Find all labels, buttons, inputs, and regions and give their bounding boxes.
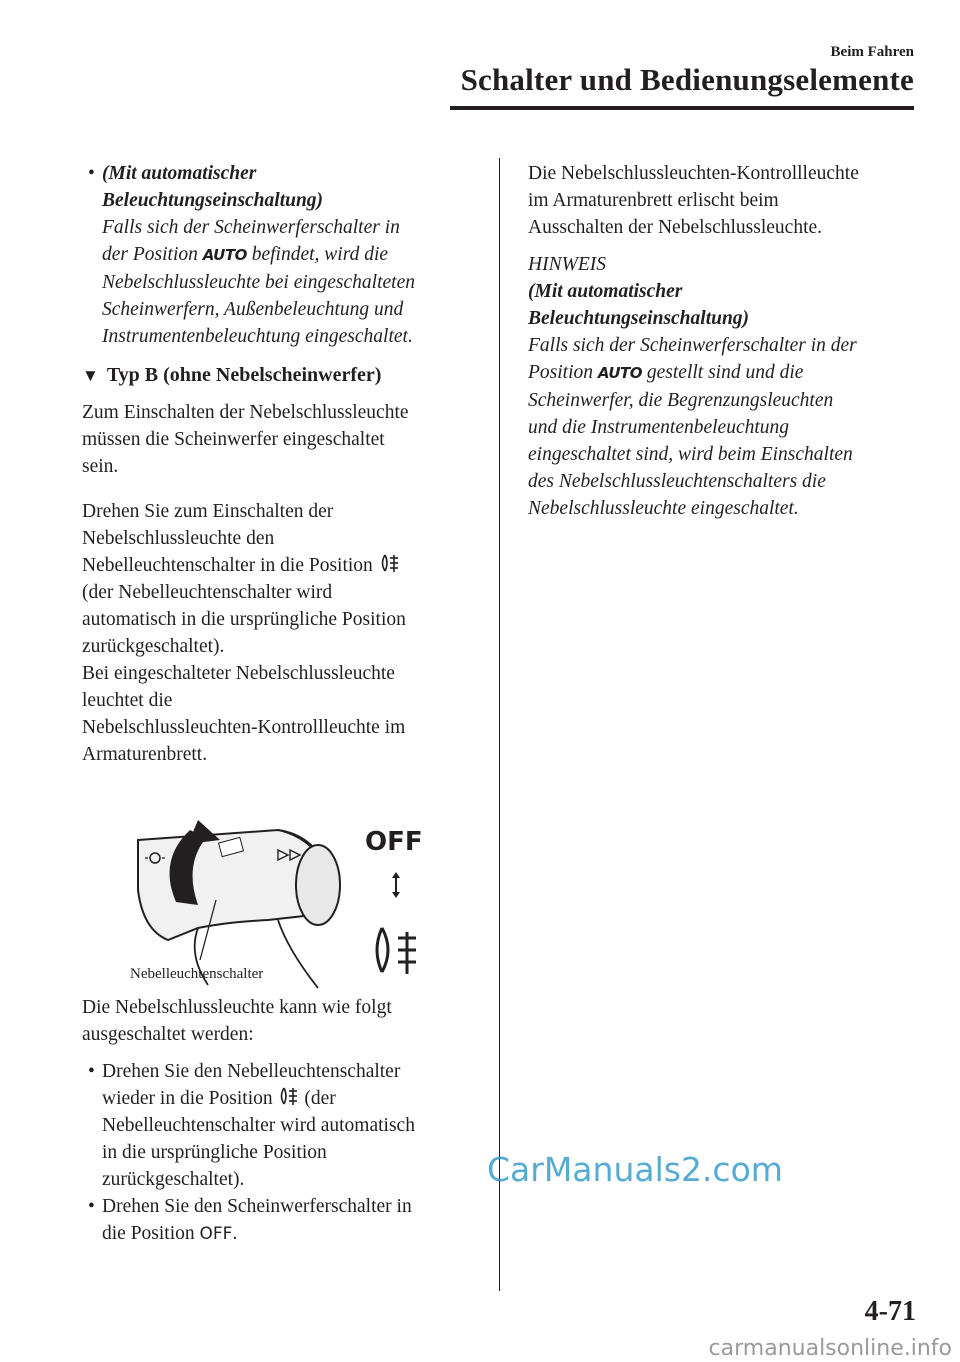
auto-icon: AUTO xyxy=(597,364,642,382)
auto-icon: AUTO xyxy=(202,246,247,264)
bullet-auto-lighting: • (Mit automatischer Beleuchtungseinschaltung) Falls sich der Scheinwerferschalter in der Position AUTO befindet, wird die Nebelschlussleuchte bei eingeschalteten Scheinwerfern, Außenbeleuchtung und Instrumentenbeleuchtung eingeschaltet. xyxy=(82,160,482,350)
off-icon: OFF xyxy=(199,1224,233,1244)
right-column: Die Nebelschlussleuchten-Kontrollleuchte im Armaturenbrett erlischt beim Ausschalten der Nebelschlussleuchte. HINWEIS (Mit automatischer Beleuchtungseinschaltung) Falls sich der Scheinwerferschalter in der Position AUTO gestellt sind und die Scheinwerfer, die Begrenzungsleuchten und die Instrumentenbeleuchtung eingeschaltet sind, wird beim Einschalten des Nebelschlussleuchtenschalters die Nebelschlussleuchte eingeschaltet. xyxy=(528,160,918,522)
header-rule xyxy=(450,106,914,110)
watermark-carmanuals2: CarManuals2.com xyxy=(487,1150,783,1189)
bullet-dot: • xyxy=(88,163,95,184)
rear-fog-light-icon xyxy=(378,552,400,574)
rear-fog-light-icon xyxy=(377,928,416,974)
bullet-dot: • xyxy=(88,1196,95,1217)
bullet-headlight-off: • Drehen Sie den Scheinwerferschalter in die Position OFF. xyxy=(82,1193,482,1248)
left-column-lower: Die Nebelschlussleuchte kann wie folgt ausgeschaltet werden: • Drehen Sie den Nebelleuchtenschalter wieder in die Position (der Nebelleuchtenschalter wird automatisch in die ursprüngliche Position zurückgeschaltet). • Drehen Sie den Scheinwerferschalter in die Position OFF. xyxy=(82,994,482,1248)
figure-off-label: OFF xyxy=(365,827,423,857)
subheading-type-b: ▼ Typ B (ohne Nebelscheinwerfer) xyxy=(82,364,382,386)
bullet-dot: • xyxy=(88,1061,95,1082)
bullet-turn-fog-switch: • Drehen Sie den Nebelleuchtenschalter wieder in die Position (der Nebelleuchtenschalter wird automatisch in die ursprüngliche Position zurückgeschaltet). xyxy=(82,1058,482,1193)
bullet-title: (Mit automatischer xyxy=(102,163,257,184)
section-label: Beim Fahren xyxy=(830,44,914,60)
page-title: Schalter und Bedienungselemente xyxy=(460,62,914,97)
page-number: 4-71 xyxy=(864,1296,916,1327)
triangle-icon: ▼ xyxy=(82,366,99,385)
left-column: • (Mit automatischer Beleuchtungseinschaltung) Falls sich der Scheinwerferschalter in der Position AUTO befindet, wird die Nebelschlussleuchte bei eingeschalteten Scheinwerfern, Außenbeleuchtung und Instrumentenbeleuchtung eingeschaltet. ▼ Typ B (ohne Nebelscheinwerfer) Zum Einschalten der Nebelschlussleuchte müssen die Scheinwerfer eingeschaltet sein. Drehen Sie zum Einschalten der Nebelschlussleuchte den Nebelleuchtenschalter in die Position (der Nebelleuchtenschalter wird automatisch in die ursprüngliche Position zurückgeschaltet). Bei eingeschalteter Nebelschlussleuchte leuchtet die Nebelschlussleuchten-Kontrollleuchte im Armaturenbrett. xyxy=(82,160,482,768)
fog-switch-illustration xyxy=(128,810,438,990)
figure-caption: Nebelleuchtenschalter xyxy=(130,966,264,982)
rear-fog-light-icon xyxy=(277,1085,299,1107)
note-title: HINWEIS xyxy=(528,254,606,275)
watermark-carmanualsonline: carmanualsonline.info xyxy=(708,1336,952,1361)
column-divider xyxy=(499,158,500,1291)
